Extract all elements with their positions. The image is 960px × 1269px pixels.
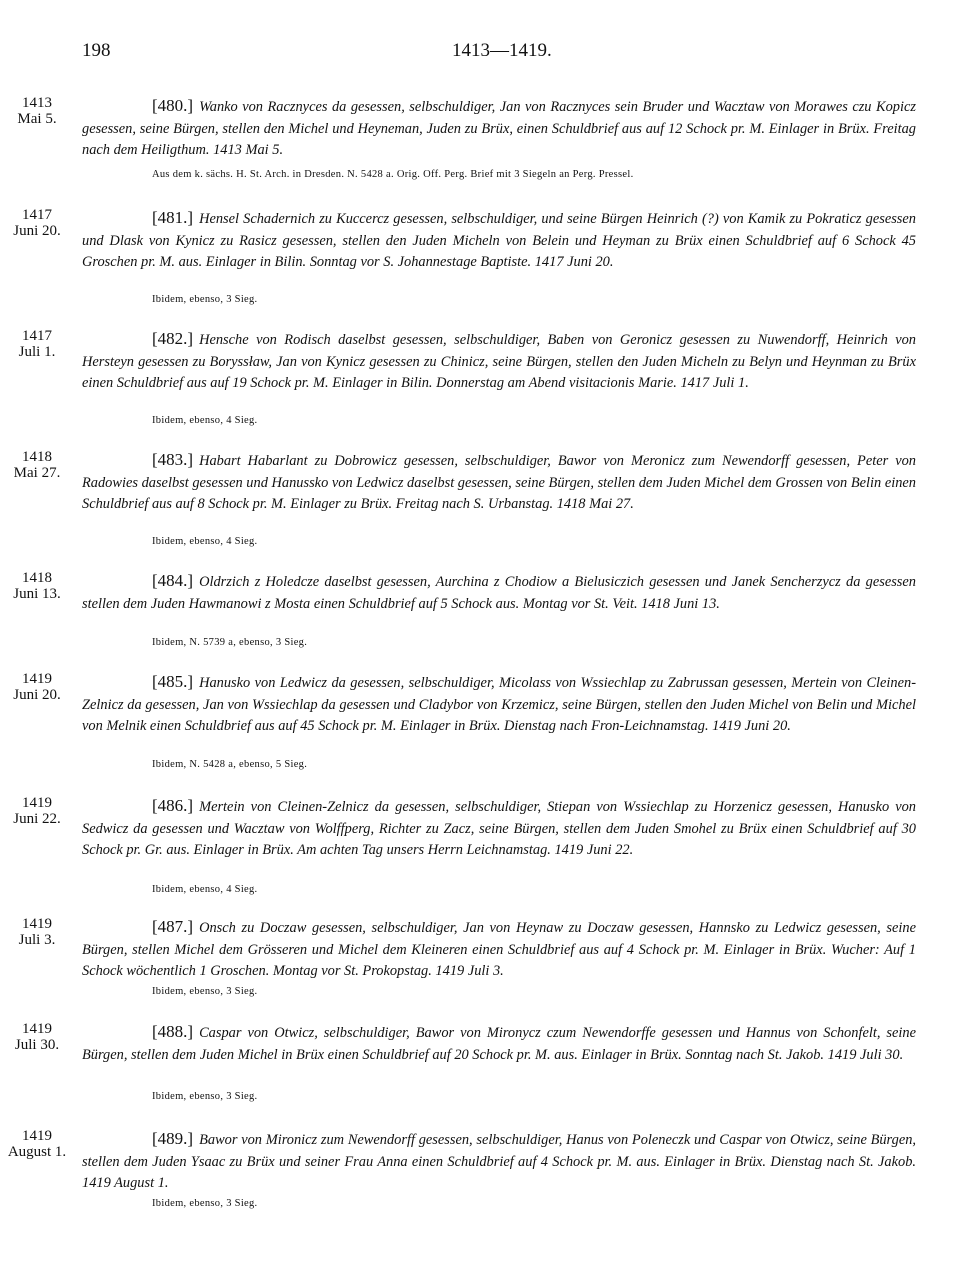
entry-body: [82, 916, 916, 983]
entry-text: Caspar von Otwicz, selbschuldiger, Bawor von Mironycz czum Newendorffe gesessen und Hannus von Schonfelt, seine Bürgen, stellen dem Juden Michel in Brüx einen Schuldbrief auf 20 Schock pr. M. aus. Einlager in Brüx. Sonntag nach St. Jakob. 1419 Juli 30.: [82, 1025, 916, 1063]
entry-year: 1419: [22, 795, 52, 811]
entry-date: [0, 1128, 74, 1160]
page-number: 198: [82, 40, 111, 61]
entry-text: Onsch zu Doczaw gesessen, selbschuldiger, Jan von Heynaw zu Doczaw gesessen, Hannsko zu Ledwicz gesessen, seine Bürgen, stellen Michel dem Grösseren und Michel dem Kleineren einen Schuldbrief aus auf 4 Schock pr. M. Einlager in Brüx. Wucher: Auf 1 Schock wöchentlich 1 Groschen. Montag vor St. Prokopstag. 1419 Juli 3.: [82, 920, 916, 979]
entry-body: [82, 328, 916, 395]
entry-number: [488.]: [152, 1022, 194, 1041]
entry-year: 1413: [22, 95, 52, 111]
entry-number: [480.]: [152, 96, 194, 115]
entry-number: [482.]: [152, 329, 194, 348]
entry-source: Ibidem, ebenso, 3 Sieg.: [152, 1198, 258, 1209]
entry-day: Mai 5.: [17, 111, 57, 127]
entry-source: Ibidem, ebenso, 4 Sieg.: [152, 536, 258, 547]
entry-year: 1417: [22, 328, 52, 344]
entry-day: Juni 20.: [13, 687, 61, 703]
entry-day: Juli 1.: [18, 344, 56, 360]
entry-text: Mertein von Cleinen-Zelnicz da gesessen, selbschuldiger, Stiepan von Wssiechlap zu Horzenicz gesessen, Hanusko von Sedwicz da gesessen und Wacztaw von Wolffperg, Richter zu Zacz, seine Bürgen, stellen dem Juden Smohel zu Brüx einen Schuldbrief auf 30 Schock pr. Gr. aus. Einlager in Brüx. Am achten Tag unsers Herrn Leichnamstag. 1419 Juni 22.: [82, 799, 916, 858]
entry-source: Ibidem, ebenso, 3 Sieg.: [152, 294, 258, 305]
entry-day: Juni 20.: [13, 223, 61, 239]
entry-text: Habart Habarlant zu Dobrowicz gesessen, selbschuldiger, Bawor von Meronicz zum Newendorff gesessen, Peter von Radowies daselbst gesessen und Hanussko von Ledwicz daselbst gesessen, seine Bürgen, stellen dem Juden Michel dem Grossen von Belin einen Schuldbrief aus auf 8 Schock pr. M. Einlager zu Brüx. Freitag nach S. Urbanstag. 1418 Mai 27.: [82, 453, 916, 512]
entry-date: [0, 328, 74, 360]
entry-day: Juli 30.: [14, 1037, 60, 1053]
entry-body: [82, 1021, 916, 1066]
entry-date: [0, 916, 74, 948]
entry-day: Juni 13.: [13, 586, 61, 602]
entry-number: [489.]: [152, 1129, 194, 1148]
entry-source: Ibidem, N. 5739 a, ebenso, 3 Sieg.: [152, 637, 308, 648]
entry-date: [0, 207, 74, 239]
entry-number: [481.]: [152, 208, 194, 227]
entry-source: Ibidem, ebenso, 4 Sieg.: [152, 884, 258, 895]
entry-body: [82, 207, 916, 274]
entry-body: [82, 1128, 916, 1195]
entry-body: [82, 671, 916, 738]
page-header: [82, 40, 916, 66]
entry-date: [0, 1021, 74, 1053]
entry-text: Wanko von Racznyces da gesessen, selbschuldiger, Jan von Racznyces sein Bruder und Wacztaw von Morawes czu Kopicz gesessen, seine Bürgen, stellen den Michel und Heyneman, Juden zu Brüx, einen Schuldbrief aus auf 12 Schock pr. M. Einlager in Brüx. Freitag nach dem Heiligthum. 1413 Mai 5.: [82, 99, 916, 158]
entry-year: 1417: [22, 207, 52, 223]
entry-body: [82, 449, 916, 516]
entry-text: Oldrzich z Holedcze daselbst gesessen, Aurchina z Chodiow a Bielusiczich gesessen und Janek Sencherzycz da gesessen stellen dem Juden Hawmanowi z Mosta einen Schuldbrief auf 5 Schock aus. Montag vor St. Veit. 1418 Juni 13.: [82, 574, 916, 612]
entry-text: Hensel Schadernich zu Kuccercz gesessen, selbschuldiger, und seine Bürgen Heinrich (?) von Kamik zu Pokraticz gesessen und Dlask von Kynicz zu Rasicz gesessen, stellen den Juden Micheln von Belein und Heyman zu Brüx einen Schuldbrief auf 6 Schock 45 Groschen pr. M. aus. Einlager in Bilin. Sonntag vor S. Johannestage Baptiste. 1417 Juni 20.: [82, 211, 916, 270]
entry-source: Aus dem k. sächs. H. St. Arch. in Dresden. N. 5428 a. Orig. Off. Perg. Brief mit 3 Siegeln an Perg. Pressel.: [152, 169, 634, 180]
entry-date: [0, 795, 74, 827]
entry-body: [82, 570, 916, 615]
entry-date: [0, 95, 74, 127]
entry-text: Hanusko von Ledwicz da gesessen, selbschuldiger, Micolass von Wssiechlap zu Zabrussan gesessen, Mertein von Cleinen-Zelnicz da gesessen, Jan von Wssiechlap da gesessen und Cladybor von Krzemicz, seine Bürgen, stellen den Juden Michel von Belin und Michel von Melnik einen Schuldbrief aus auf 45 Schock pr. M. Einlager in Brüx. Dienstag nach Fron-Leichnamstag. 1419 Juni 20.: [82, 675, 916, 734]
year-range-heading: 1413—1419.: [452, 40, 552, 61]
entry-day: Juli 3.: [18, 932, 56, 948]
entry-number: [484.]: [152, 571, 194, 590]
entry-year: 1418: [22, 570, 52, 586]
entry-year: 1419: [22, 1128, 52, 1144]
entry-body: [82, 95, 916, 162]
entry-date: [0, 449, 74, 481]
entry-number: [483.]: [152, 450, 194, 469]
entry-source: Ibidem, ebenso, 4 Sieg.: [152, 415, 258, 426]
entry-text: Bawor von Mironicz zum Newendorff gesessen, selbschuldiger, Hanus von Poleneczk und Caspar von Otwicz, seine Bürgen, stellen dem Juden Ysaac zu Brüx und seiner Frau Anna einen Schuldbrief auf 4 Schock pr. M. aus. Einlager in Brüx. Dienstag nach St. Jakob. 1419 August 1.: [82, 1132, 916, 1191]
entry-day: August 1.: [7, 1144, 67, 1160]
entry-year: 1419: [22, 671, 52, 687]
entry-source: Ibidem, N. 5428 a, ebenso, 5 Sieg.: [152, 759, 308, 770]
entry-year: 1419: [22, 916, 52, 932]
entry-source: Ibidem, ebenso, 3 Sieg.: [152, 986, 258, 997]
entry-year: 1418: [22, 449, 52, 465]
entry-year: 1419: [22, 1021, 52, 1037]
entry-source: Ibidem, ebenso, 3 Sieg.: [152, 1091, 258, 1102]
entry-body: [82, 795, 916, 862]
entry-number: [487.]: [152, 917, 194, 936]
entry-text: Hensche von Rodisch daselbst gesessen, selbschuldiger, Baben von Geronicz gesessen zu Nuwendorff, Heinrich von Hersteyn gesessen zu Boryssław, Jan von Kynicz gesessen zu Chinicz, seine Bürgen, stellen den Juden Micheln zu Belyn und Heynman zu Brüx einen Schuldbrief aus auf 19 Schock pr. M. Einlager in Bilin. Donnerstag am Abend visitacionis Marie. 1417 Juli 1.: [82, 332, 916, 391]
entry-day: Mai 27.: [13, 465, 61, 481]
entry-number: [485.]: [152, 672, 194, 691]
entry-number: [486.]: [152, 796, 194, 815]
entry-date: [0, 570, 74, 602]
entry-date: [0, 671, 74, 703]
entry-day: Juni 22.: [13, 811, 61, 827]
